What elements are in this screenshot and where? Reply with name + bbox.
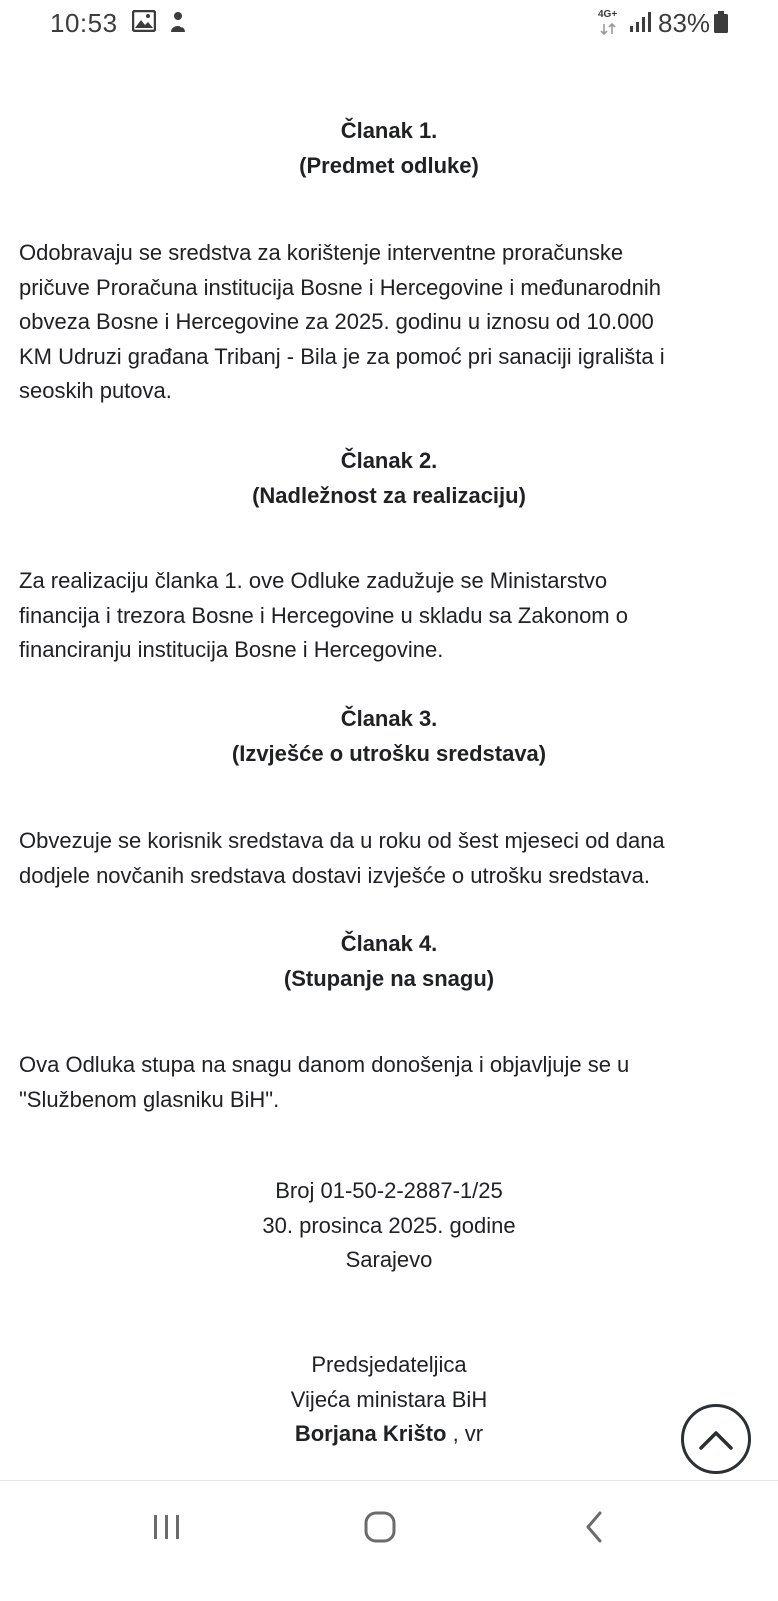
back-icon [564, 1507, 624, 1547]
signature-name: Borjana Krišto [294, 1421, 447, 1446]
signature-suffix: , vr [446, 1421, 484, 1446]
scroll-to-top-button[interactable] [681, 1404, 751, 1474]
text-line: financiranju institucija Bosne i Hercegovine. [19, 637, 444, 662]
article-3-subtitle: (Izvješće o utrošku sredstava) [231, 741, 547, 766]
article-2-subtitle: (Nadležnost za realizaciju) [252, 483, 526, 508]
text-line: Ova Odluka stupa na snagu danom donošenja i objavljuje se u [19, 1052, 630, 1077]
text-line: financija i trezora Bosne i Hercegovine u skladu sa Zakonom o [19, 602, 628, 628]
document-footer [0, 1174, 778, 1278]
signature-body: Vijeća ministara BiH [290, 1386, 488, 1412]
home-icon [350, 1507, 410, 1547]
text-line: dodjele novčanih sredstava dostavi izvješće o utrošku sredstava. [19, 862, 651, 888]
battery-percent: 83% [658, 8, 711, 38]
article-1-title: Članak 1. [340, 118, 438, 143]
document-place: Sarajevo [345, 1247, 433, 1272]
text-line: pričuve Proračuna institucija Bosne i Hercegovine i međunarodnih [19, 274, 662, 300]
signature-line [0, 1417, 778, 1452]
text-line: Za realizaciju članka 1. ove Odluke zadužuje se Ministarstvo [19, 568, 608, 593]
document-number: Broj 01-50-2-2887-1/25 [275, 1178, 503, 1203]
article-4-text [19, 1048, 759, 1117]
signature-block [0, 1348, 778, 1452]
signature-role: Predsjedateljica [311, 1352, 467, 1377]
text-line: Obvezuje se korisnik sredstava da u roku od šest mjeseci od dana [19, 828, 665, 853]
chevron-up-icon [698, 1424, 734, 1454]
article-1-text [19, 236, 759, 409]
back-button[interactable] [564, 1507, 624, 1547]
text-line: seoskih putova. [19, 378, 172, 403]
article-3-text [19, 824, 759, 893]
text-line: obveza Bosne i Hercegovine za 2025. godinu u iznosu od 10.000 [19, 309, 654, 334]
article-2-title: Članak 2. [340, 448, 438, 473]
text-line: KM Udruzi građana Tribanj - Bila je za pomoć pri sanaciji igrališta i [19, 343, 665, 369]
article-4-title: Članak 4. [340, 931, 438, 956]
recent-apps-button[interactable] [138, 1507, 198, 1547]
status-time: 10:53 [50, 8, 118, 38]
recent-apps-icon [138, 1507, 198, 1547]
article-1-subtitle: (Predmet odluke) [299, 153, 479, 178]
article-2-text [19, 564, 759, 668]
text-line: "Službenom glasniku BiH". [19, 1086, 280, 1112]
text-line: Odobravaju se sredstva za korištenje interventne proračunske [19, 240, 624, 265]
navigation-bar [0, 1480, 778, 1601]
document-date: 30. prosinca 2025. godine [262, 1212, 516, 1238]
network-label: 4G+ [598, 9, 618, 20]
article-3-title: Članak 3. [340, 706, 438, 731]
home-button[interactable] [350, 1507, 410, 1547]
article-4-subtitle: (Stupanje na snagu) [283, 966, 495, 991]
